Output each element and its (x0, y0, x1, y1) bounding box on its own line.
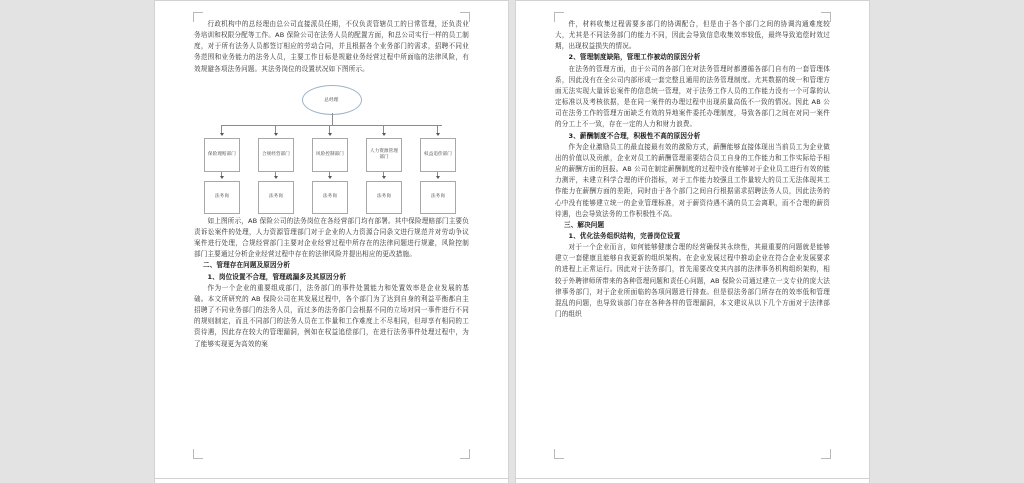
org-chart-arrow-icon (220, 176, 224, 179)
org-chart-node-post: 法务岗 (258, 181, 294, 214)
paragraph: 作为企业激励员工的最直接最有效的激励方式，薪酬能够直接体现出当前员工为企业做出的价值以及贡献，企业对员工的薪酬管理需要结合员工自身的工作能力和工作实际给予相应的薪酬方面的回报。AB 公司在制定薪酬制度的过程中没有能够对于企业员工进行有效的能力测评，未建立科学合理的评价指标，对于工作能力较强且工作量较大的员工无法体现其工作能力在薪酬方面的差距，同时由于各个部门之间自行根据需求招聘法务人员，因此法务的心中没有能够建立统一的企业管理标准，对于薪资待遇不满的员工会离职，而不合理的薪资待遇，也会导致法务的工作积极性不高。 (555, 142, 830, 218)
page-row-1 (0, 1, 1024, 478)
page-row-2 (0, 479, 1024, 483)
subsection-heading: 1、优化法务组织结构，完善岗位设置 (568, 231, 681, 240)
document-page-next-left[interactable] (155, 479, 508, 483)
page-left-content (194, 19, 469, 460)
paragraph: 件，材料收集过程需要多部门的协调配合，但是由于各个部门之间的协调沟通难度较大，尤其是不同法务部门的能力不同，因此会导致信息收集效率较低，最终导致追偿时效过期，出现权益损失的情况。 (555, 20, 830, 51)
org-chart-arrow-icon (436, 176, 440, 179)
org-chart-node-department: 保险理赔部门 (204, 138, 240, 172)
org-chart-node-post: 法务岗 (312, 181, 348, 214)
org-chart-bus-line (221, 125, 442, 126)
org-chart-arrow-icon (328, 176, 332, 179)
document-page-left[interactable] (155, 1, 508, 478)
org-chart-node-department: 合规经营部门 (258, 138, 294, 172)
org-chart-node-department: 人力资源管理部门 (366, 138, 402, 172)
org-chart-trunk-line (332, 113, 333, 125)
org-chart-node-post: 法务岗 (366, 181, 402, 214)
org-chart-node-department: 权益追偿部门 (420, 138, 456, 172)
org-chart-arrow-icon (220, 133, 224, 136)
document-page-next-right[interactable] (516, 479, 869, 483)
org-chart-node-department: 风险控制部门 (312, 138, 348, 172)
page-right-content (555, 19, 830, 460)
org-chart-figure (194, 81, 469, 214)
subsection-heading: 3、薪酬制度不合理，积极性不高的原因分析 (568, 131, 701, 140)
org-chart-arrow-icon (328, 133, 332, 136)
subsection-heading: 2、管理制度缺陷，管理工作被动的原因分析 (568, 53, 701, 62)
org-chart-node-post: 法务岗 (204, 181, 240, 214)
document-page-right[interactable] (516, 1, 869, 478)
paragraph: 在法务的管理方面，由于公司的各部门在对法务管理时都遵循各部门自有的一套管理体系，因此没有在全公司内部形成一套完整且通用的法务管理制度。尤其数据的统一和管理方面无法实现大量诉讼案件的信息统一管理，对于法务工作人员的工作能力没有一个可靠的认定标准以及考核依据，是在同一案件的办理过程中出现质量高低不一致的情况。因此 AB 公司在法务工作的管理方面缺乏有效的异地案件委托办理制度，导致各部门之间在对同一案件的分工上不一致，存在一定的人力和财力浪费。 (555, 64, 830, 129)
section-heading: 三、解决问题 (564, 220, 605, 229)
org-chart-arrow-icon (436, 133, 440, 136)
paragraph: 对于一个企业而言，如何能够健康合理的经营确保其永续性，其最重要的问题就是能够建立一套健康且能够自我更新的组织架构。在企业发展过程中推动企业在符合企业发展要求的进程上正常运行。因此对于法务部门，首先需要改变其内部的法律事务机构组织架构，相较于外聘律师所带来的各种管理问题和责任心问题，AB 保险公司通过建立一支专业的庞大法律事务部门，对于企业所面临的各项问题进行排查。但是很法务部门所存在的效率低和管理混乱的问题，也导致该部门存在各种各样的管理漏洞，本文建议从以下几个方面对于法律部门的组织 (555, 243, 830, 319)
org-chart-arrow-icon (274, 133, 278, 136)
subsection-heading: 1、岗位设置不合理，管理疏漏多及其原因分析 (207, 272, 347, 281)
org-chart-arrow-icon (382, 133, 386, 136)
paragraph: 行政机构中的总经理由总公司直接派员任期，不仅负责管辖员工的日常管理，还负责业务培训和权限分配等工作。AB 保险公司在法务人员的配置方面，和总公司实行一样的员工制度，对于所有法务人员都签订相应的劳动合同，并且根据各个业务部门的需求，招聘不同业务范围和业务能力的法务人员，主要工作目标是规避业务经营过程中所面临的法律风险，有效规避各项法务问题。其法务岗位的设置状况如下图所示。 (194, 20, 469, 73)
paragraph: 如上图所示，AB 保险公司的法务岗位在各经营部门均有部署。其中保险理赔部门主要负责诉讼案件的处理，人力资源管理部门对于企业的人力资源合同条文进行规范并对劳动争议案件进行处理，合规经营部门主要对企业经营过程中所存在的法律问题进行规避，风险控制部门主要通过分析企业经营过程中存在的法律风险并提出相应的更改措施。 (194, 216, 469, 259)
paragraph: 作为一个企业的重要组成部门，法务部门的事件处置能力和处置效率是企业发展的基础。本文所研究的 AB 保险公司在其发展过程中，各个部门为了达到自身的利益平衡都自主招聘了不同业务部门的法务人员，而过多的法务部门会根据不同的立场对同一事件进行不同的规则制定，而且不同部门的法务人员在工作量和工作难度上不尽相同，但却享有相同的工资待遇，因此存在较大的管理漏洞，例如在权益追偿部门，在进行法务事件处理过程中，为了能够实现更为高效的案 (194, 283, 469, 348)
section-heading: 二、管理存在问题及原因分析 (203, 261, 291, 270)
org-chart-root-node: 总经理 (302, 85, 362, 115)
org-chart-arrow-icon (274, 176, 278, 179)
org-chart-node-post: 法务岗 (420, 181, 456, 214)
org-chart-arrow-icon (382, 176, 386, 179)
